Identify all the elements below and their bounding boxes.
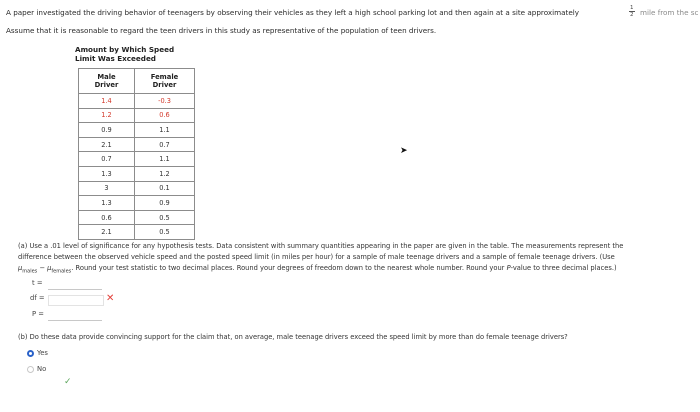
correct-check-icon: ✓	[64, 377, 72, 387]
intro-line-1	[6, 8, 579, 17]
female-value: 1.1	[135, 123, 195, 138]
header-driver-label: Driver	[152, 81, 177, 89]
no-radio-button[interactable]	[27, 366, 34, 373]
intro-line-2: Assume that it is reasonable to regard the teen drivers in this study as representative of the population of teen drivers.	[6, 26, 437, 35]
header-driver-label: Driver	[94, 81, 119, 89]
fraction-denominator: 2	[630, 12, 634, 18]
table-row	[79, 123, 195, 138]
table-row	[79, 94, 195, 109]
female-value: 0.9	[135, 196, 195, 211]
table-row	[79, 225, 195, 240]
mu-males-subscript: males	[22, 268, 38, 275]
table-row	[79, 108, 195, 123]
table-row	[79, 137, 195, 152]
male-value: 1.4	[79, 94, 135, 109]
female-value: 0.6	[135, 108, 195, 123]
incorrect-x-icon: ✕	[106, 293, 115, 304]
female-value: 0.5	[135, 225, 195, 240]
intro-text-1: A paper investigated the driving behavior of teenagers by observing their vehicles as they left a high school parking lot and then again at a site approximately	[6, 8, 580, 17]
table-row	[79, 181, 195, 196]
female-value: 1.2	[135, 166, 195, 181]
part-a-line-1: (a) Use a .01 level of significance for any hypothesis tests. Data consistent with summary quantities appearing in the paper are given in the table. The measurements represent the	[18, 242, 624, 250]
table-row	[79, 210, 195, 225]
male-value: 0.9	[79, 123, 135, 138]
t-label: t =	[32, 279, 43, 287]
mu-females-symbol: μ	[47, 264, 52, 272]
male-value: 3	[79, 181, 135, 196]
table-title-line-1: Amount by Which Speed	[75, 45, 175, 54]
instructions-text: . Round your test statistic to two decimal places. Round your degrees of freedom down to the nearest whole number. Round your	[71, 264, 507, 272]
female-value: 0.1	[135, 181, 195, 196]
yes-option-label: Yes	[37, 349, 48, 357]
instructions-text-tail: -value to three decimal places.)	[510, 264, 617, 272]
female-value: -0.3	[135, 94, 195, 109]
p-label: P =	[32, 310, 44, 318]
one-half-fraction	[629, 5, 635, 18]
mu-males-symbol: μ	[18, 264, 23, 272]
t-statistic-input[interactable]	[48, 280, 102, 290]
male-value: 2.1	[79, 137, 135, 152]
header-male-label: Male	[97, 73, 116, 81]
header-female-driver	[135, 69, 195, 94]
table-title-line-2: Limit Was Exceeded	[75, 54, 156, 63]
mouse-cursor: ➤	[400, 146, 408, 156]
male-value: 1.3	[79, 196, 135, 211]
speed-data-table	[78, 68, 195, 240]
female-value: 1.1	[135, 152, 195, 167]
part-a-line-2: difference between the observed vehicle speed and the posted speed limit (in miles per hour) for a sample of male teenage drivers and a sample of female teenage drivers. (Use	[18, 253, 615, 261]
male-value: 1.3	[79, 166, 135, 181]
p-value-input[interactable]	[48, 311, 102, 321]
intro-line-1-tail: mile from the sc	[640, 8, 699, 17]
yes-radio-button[interactable]	[27, 350, 34, 357]
df-input[interactable]	[48, 295, 104, 306]
df-label: df =	[30, 294, 45, 302]
minus-sign: −	[37, 264, 48, 272]
male-value: 0.7	[79, 152, 135, 167]
part-b-question: (b) Do these data provide convincing support for the claim that, on average, male teenage drivers exceed the speed limit by more than do female teenage drivers?	[18, 333, 568, 341]
no-option-label: No	[37, 365, 47, 373]
table-row	[79, 196, 195, 211]
table-row	[79, 152, 195, 167]
header-female-label: Female	[150, 73, 179, 81]
part-a-line-3	[18, 263, 617, 277]
male-value: 1.2	[79, 108, 135, 123]
female-value: 0.7	[135, 137, 195, 152]
p-value-symbol: P	[506, 264, 511, 272]
fraction-numerator: 1	[630, 5, 634, 11]
male-value: 0.6	[79, 210, 135, 225]
mu-females-subscript: females	[51, 268, 72, 275]
table-header-row	[79, 69, 195, 94]
header-male-driver	[79, 69, 135, 94]
table-title	[75, 45, 174, 63]
female-value: 0.5	[135, 210, 195, 225]
table-row	[79, 166, 195, 181]
male-value: 2.1	[79, 225, 135, 240]
